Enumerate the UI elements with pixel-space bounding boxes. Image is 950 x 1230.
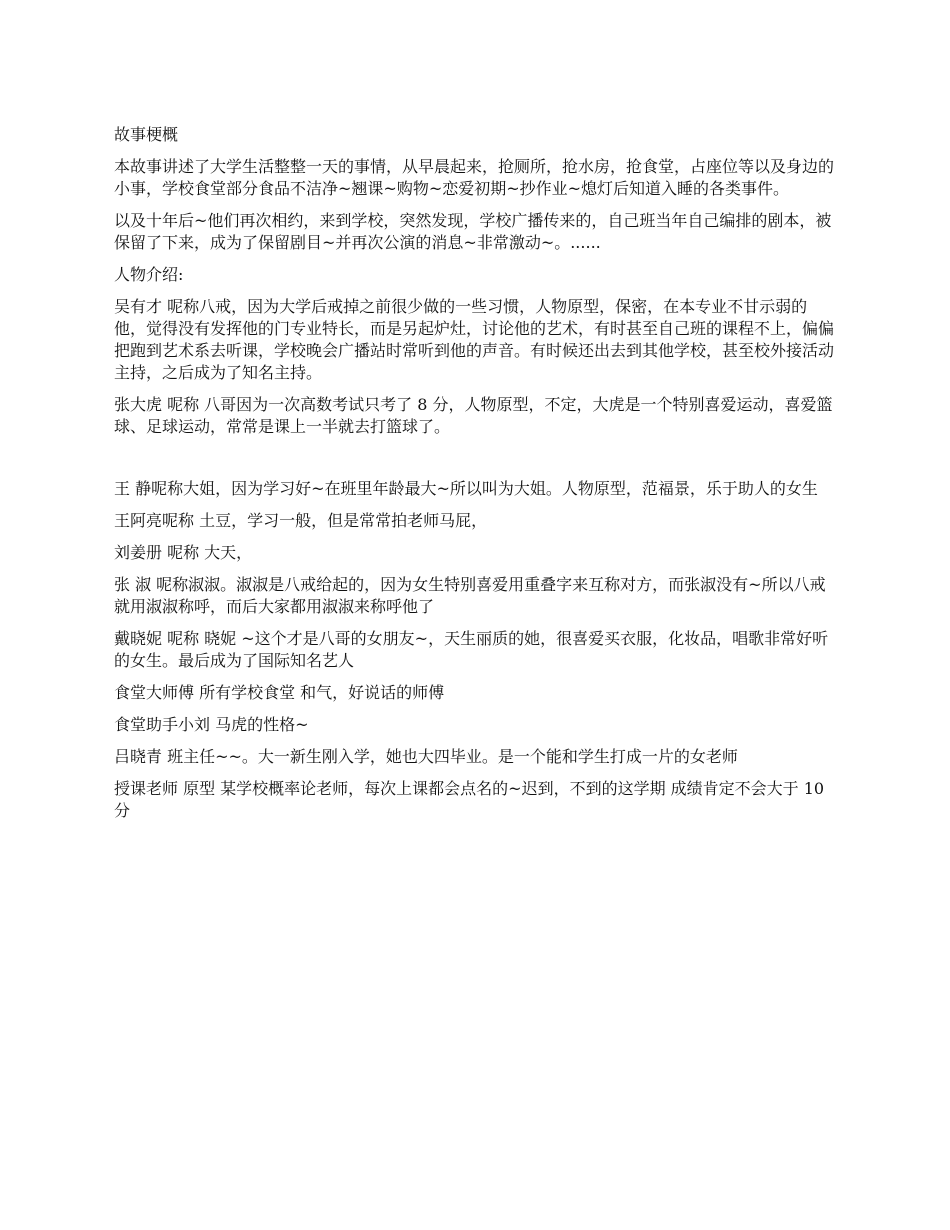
characters-heading: 人物介绍: bbox=[114, 265, 184, 284]
character-dai-xiaoni: 戴晓妮 呢称 晓妮 ~这个才是八哥的女朋友~，天生丽质的她，很喜爱买衣服，化妆品，唱歌非常好听的女生。最后成为了国际知名艺人 bbox=[114, 629, 829, 670]
character-canteen-assistant: 食堂助手小刘 马虎的性格~ bbox=[114, 715, 309, 734]
story-paragraph-2: 以及十年后~他们再次相约，来到学校，突然发现，学校广播传来的，自己班当年自己编排的剧本，被保留了下来，成为了保留剧目~并再次公演的消息~非常激动~。...... bbox=[114, 211, 832, 252]
story-heading: 故事梗概 bbox=[114, 125, 179, 144]
character-lv-xiaoqing: 吕晓青 班主任~~。大一新生刚入学，她也大四毕业。是一个能和学生打成一片的女老师 bbox=[114, 747, 738, 766]
story-paragraph-1: 本故事讲述了大学生活整整一天的事情，从早晨起来，抢厕所，抢水房，抢食堂，占座位等以及身边的小事，学校食堂部分食品不洁净~翘课~购物~恋爱初期~抄作业~熄灯后知道入睡的各类事件。 bbox=[114, 157, 835, 198]
character-wang-jing: 王 静呢称大姐，因为学习好~在班里年龄最大~所以叫为大姐。人物原型，范福景，乐于助人的女生 bbox=[114, 479, 818, 498]
character-wang-aliang: 王阿亮呢称 土豆，学习一般，但是常常拍老师马屁， bbox=[114, 511, 488, 530]
character-liu-jiangce: 刘姜册 呢称 大天， bbox=[114, 543, 253, 562]
character-zhang-dahu: 张大虎 呢称 八哥因为一次高数考试只考了 8 分，人物原型，不定，大虎是一个特别喜爱运动，喜爱篮球、足球运动，常常是课上一半就去打篮球了。 bbox=[114, 395, 833, 436]
paragraph-gap bbox=[114, 448, 838, 478]
character-zhang-shu: 张 淑 呢称淑淑。淑淑是八戒给起的，因为女生特别喜爱用重叠字来互称对方，而张淑没有~所以八戒就用淑淑称呼，而后大家都用淑淑来称呼他了 bbox=[114, 575, 826, 616]
character-lecturer: 授课老师 原型 某学校概率论老师，每次上课都会点名的~迟到，不到的这学期 成绩肯定不会大于 10 分 bbox=[114, 779, 825, 820]
character-canteen-chef: 食堂大师傅 所有学校食堂 和气，好说话的师傅 bbox=[114, 683, 445, 702]
document-body bbox=[114, 124, 838, 832]
character-wu-youcai: 吴有才 呢称八戒，因为大学后戒掉之前很少做的一些习惯，人物原型，保密，在本专业不甘示弱的他，觉得没有发挥他的门专业特长，而是另起炉灶，讨论他的艺术，有时甚至自己班的课程不上，偏偏把跑到艺术系去听课，学校晚会广播站时常听到他的声音。有时候还出去到其他学校，甚至校外接活动主持，之后成为了知名主持。 bbox=[114, 297, 835, 382]
